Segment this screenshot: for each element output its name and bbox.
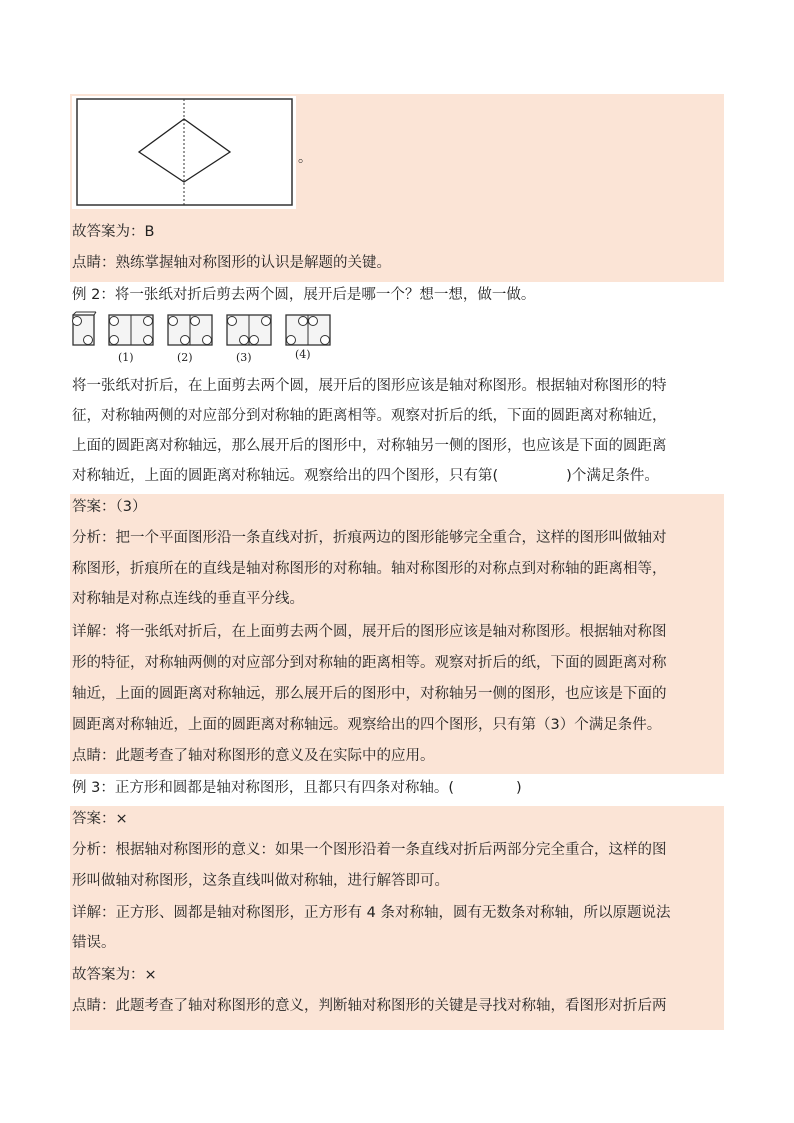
example2-analysis-line-3: 对称轴是对称点连线的垂直平分线。 [72,591,304,607]
circle-options-figure [72,311,342,371]
option-label-2: (2) [177,351,193,364]
example3-answer: 答案：× [72,811,128,827]
explain-line-4-tail: )个满足条件。 [566,468,659,484]
example3-question-text: 例 3：正方形和圆都是轴对称图形，且都只有四条对称轴。( [72,780,454,796]
example2-analysis-line-1: 分析：把一个平面图形沿一条直线对折，折痕两边的图形能够完全重合，这样的图形叫做轴对 [72,530,667,546]
example2-explain-line-2: 征，对称轴两侧的对应部分到对称轴的距离相等。观察对折后的纸，下面的圆距离对称轴近， [72,408,667,424]
example2-detail-line-1: 详解：将一张纸对折后，在上面剪去两个圆，展开后的图形应该是轴对称图形。根据轴对称图 [72,624,667,640]
example3-detail-line-1: 详解：正方形、圆都是轴对称图形，正方形有 4 条对称轴，圆有无数条对称轴，所以原题说法 [72,905,671,921]
example2-comment: 点睛：此题考查了轴对称图形的意义及在实际中的应用。 [72,748,435,764]
example1-comment: 点睛：熟练掌握轴对称图形的认识是解题的关键。 [72,255,391,271]
option-1-figure [109,315,153,345]
option-label-4: (4) [295,348,311,361]
example3-analysis-line-2: 形叫做轴对称图形，这条直线叫做对称轴，进行解答即可。 [72,873,449,889]
example2-explain-line-4 [72,466,659,486]
example3-final-answer: 故答案为：× [72,967,157,983]
example3-question [72,778,522,798]
option-4-figure [286,315,330,345]
explain-line-4-text: 对称轴近，上面的圆距离对称轴远。观察给出的四个图形，只有第( [72,468,499,484]
example3-detail-line-2: 错误。 [72,935,116,951]
example2-explain-line-3: 上面的圆距离对称轴远，那么展开后的图形中，对称轴另一侧的图形，也应该是下面的圆距离 [72,438,667,454]
option-label-3: (3) [236,351,252,364]
example2-question: 例 2：将一张纸对折后剪去两个圆，展开后是哪一个？想一想，做一做。 [72,287,536,303]
example3-analysis-line-1: 分析：根据轴对称图形的意义：如果一个图形沿着一条直线对折后两部分完全重合，这样的图 [72,842,667,858]
option-2-figure [168,315,212,345]
rhombus-fold-figure [72,96,296,209]
folded-paper-figure [73,312,97,345]
option-label-1: (1) [118,351,134,364]
option-3-figure [227,315,271,345]
example1-answer: 故答案为：B [72,224,155,240]
example2-detail-line-2: 形的特征，对称轴两侧的对应部分到对称轴的距离相等。观察对折后的纸，下面的圆距离对称 [72,655,667,671]
example2-answer: 答案：（3） [72,499,147,515]
example3-comment: 点睛：此题考查了轴对称图形的意义，判断轴对称图形的关键是寻找对称轴，看图形对折后两 [72,998,667,1014]
example3-question-tail: ) [516,780,522,796]
example2-analysis-line-2: 称图形，折痕所在的直线是轴对称图形的对称轴。轴对称图形的对称点到对称轴的距离相等， [72,561,667,577]
example2-detail-line-4: 圆距离对称轴近，上面的圆距离对称轴远。观察给出的四个图形，只有第（3）个满足条件。 [72,717,662,733]
example2-detail-line-3: 轴近，上面的圆距离对称轴远，那么展开后的图形中，对称轴另一侧的图形，也应该是下面的 [72,686,667,702]
figure-period: 。 [298,150,312,166]
example2-explain-line-1: 将一张纸对折后，在上面剪去两个圆，展开后的图形应该是轴对称图形。根据轴对称图形的特 [72,378,667,394]
